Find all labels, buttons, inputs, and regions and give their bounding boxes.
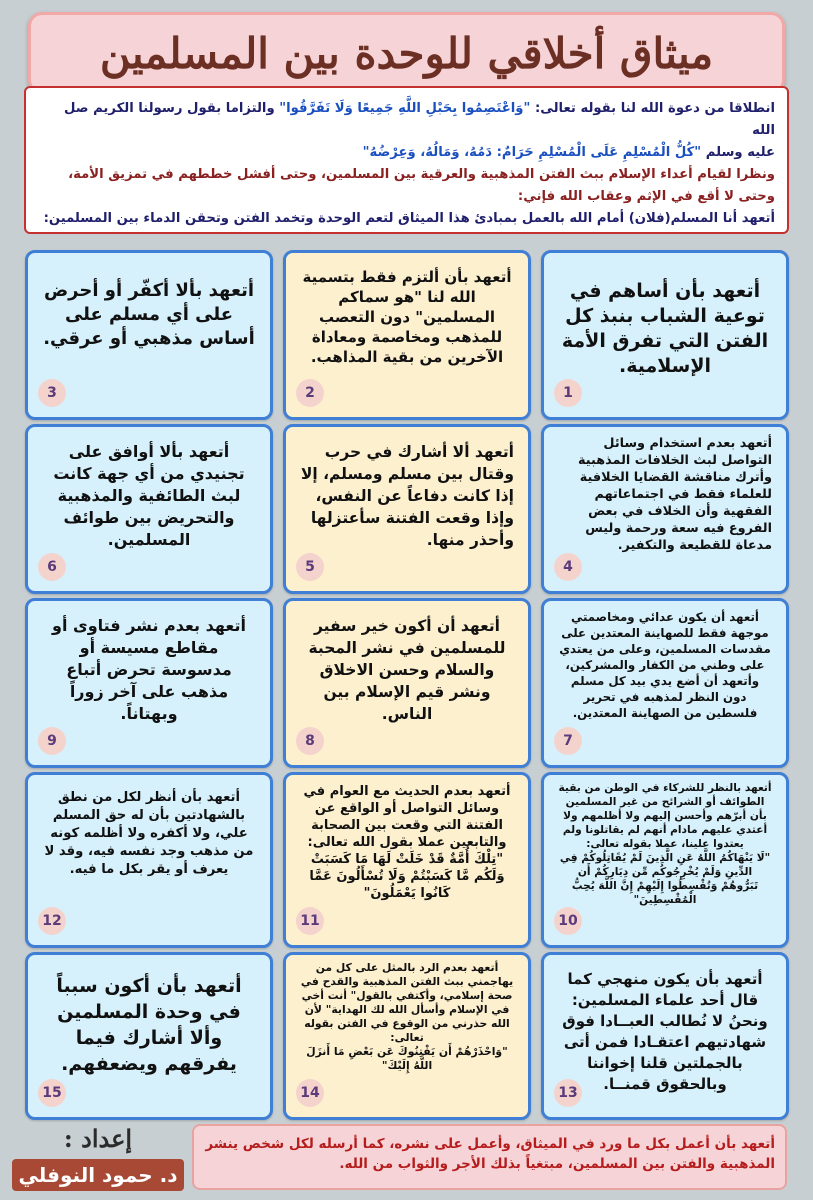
pledge-number-2: 2 xyxy=(296,379,324,407)
pledge-text-14: أتعهد بعدم الرد بالمثل على كل من يهاجمني ببث الفتن المذهبية والقدح في صحة إسلامي، وأكتفي بالقول" أنت أخي في الإسلام وأسأل الله لك الهداية" لأن الله حذرني من الوقوع في الفتن بقوله تعالى: xyxy=(300,961,514,1044)
pledge-text-13: أتعهد بأن يكون منهجي كما قال أحد علماء المسلمين: ونحنُ لا نُطالب العبــادا فوق شهادتيهم اعتقـادا فمن أتى بالجملتين قلنا إخواننا وبالحقوق قمنــا. xyxy=(562,970,768,1093)
pledge-card-9 xyxy=(25,598,273,768)
intro-line-1-prefix: انطلاقا من دعوة الله لنا بقوله تعالى: xyxy=(534,101,775,116)
pledge-text-10: أتعهد بالنظر للشركاء في الوطن من بقية الطوائف أو الشرائح من غير المسلمين بأن أبرّهم وأحسن إليهم ولا أظلمهم ولا أعتدي عليهم مادام أنهم لم يقاتلونا ولم يعتدوا علينا، عملا بقوله تعالى: xyxy=(558,782,772,850)
page-title: ميثاق أخلاقي للوحدة بين المسلمين xyxy=(99,28,714,78)
pledge-number-15: 15 xyxy=(38,1079,66,1107)
pledge-number-1: 1 xyxy=(554,379,582,407)
title-banner xyxy=(28,12,785,94)
pledge-card-3 xyxy=(25,250,273,420)
pledge-text-8: أتعهد أن أكون خير سفير للمسلمين في نشر المحبة والسلام وحسن الاخلاق ونشر قيم الإسلام بين الناس. xyxy=(308,617,506,723)
pledge-number-3: 3 xyxy=(38,379,66,407)
pledge-quote-11: "تِلْكَ أُمَّةٌ قَدْ خَلَتْ لَهَا مَا كَسَبَتْ وَلَكُم مَّا كَسَبْتُمْ وَلَا تُسْأَلُونَ عَمَّا كَانُوا يَعْمَلُونَ" xyxy=(309,852,505,901)
pledge-text-5: أتعهد ألا أشارك في حرب وقتال بين مسلم ومسلم، إلا إذا كانت دفاعاً عن النفس، وإذا وقعت الفتنة سأعتزلها وأحذر منها. xyxy=(300,443,514,549)
intro-line-1 xyxy=(38,98,775,142)
footer-pledge-box xyxy=(192,1124,787,1190)
author-name: د. حمود النوفلي xyxy=(12,1159,184,1191)
pledge-quote-14: "وَاحْذَرْهُمْ أَن يَفْتِنُوكَ عَن بَعْضِ مَا أَنزَلَ اللَّهُ إِلَيْكَ" xyxy=(306,1045,508,1072)
author-box xyxy=(12,1124,184,1194)
footer-pledge-text: أتعهد بأن أعمل بكل ما ورد في الميثاق، وأعمل على نشره، كما أرسله لكل شخص ينشر المذهبية والفتن بين المسلمين، مبتغياً بذلك الأجر والثواب من الله. xyxy=(205,1136,775,1172)
pledge-card-7 xyxy=(541,598,789,768)
pledge-text-12: أتعهد بأن أنظر لكل من نطق بالشهادتين بأن له حق المسلم علي، ولا أكفره ولا أظلمه كونه من مذهب وجد نفسه فيه، وقد لا يعرف أو يقر بكل ما فيه. xyxy=(44,790,254,877)
pledge-card-15 xyxy=(25,952,273,1120)
intro-line-1-suffix: والتزاما بقول رسولنا الكريم صل الله xyxy=(63,101,775,138)
pledge-number-13: 13 xyxy=(554,1079,582,1107)
pledge-text-11: أتعهد بعدم الحديث مع العوام في وسائل التواصل أو الواقع عن الفتنة التي وقعت بين الصحابة والتابعين عملا بقول الله تعالى: xyxy=(303,784,511,850)
pledge-number-7: 7 xyxy=(554,727,582,755)
pledge-card-14 xyxy=(283,952,531,1120)
intro-line-2 xyxy=(38,142,775,164)
pledge-card-6 xyxy=(25,424,273,594)
pledge-text-7: أتعهد أن يكون عدائي ومخاصمتي موجهة فقط للصهاينة المعتدين على مقدسات المسلمين، وعلى من يعتدي على وطني من الكفار والمشركين، وأتعهد أن أضع يدي بيد كل مسلم دون النظر لمذهبه في تحرير فلسطين من الصهاينة المعتدين. xyxy=(559,610,771,720)
pledge-text-2: أتعهد بأن ألتزم فقط بتسمية الله لنا "هو سماكم المسلمين" دون التعصب للمذهب ومخاصمة ومعاداة الآخرين من بقية المذاهب. xyxy=(302,268,512,366)
intro-verse-quote: "وَاعْتَصِمُوا بِحَبْلِ اللَّهِ جَمِيعًا وَلَا تَفَرَّقُوا" xyxy=(279,101,531,116)
pledge-number-4: 4 xyxy=(554,553,582,581)
pledge-number-14: 14 xyxy=(296,1079,324,1107)
pledge-card-4 xyxy=(541,424,789,594)
pledge-card-13 xyxy=(541,952,789,1120)
pledge-card-11 xyxy=(283,772,531,948)
pledge-quote-10: "لَا يَنْهَاكُمُ اللَّهُ عَنِ الَّذِينَ لَمْ يُقَاتِلُوكُمْ فِي الدِّينِ وَلَمْ يُخْرِجُوكُم مِّن دِيَارِكُمْ أَن تَبَرُّوهُمْ وَتُقْسِطُوا إِلَيْهِمْ إِنَّ اللَّهَ يُحِبُّ الْمُقْسِطِينَ" xyxy=(559,852,771,906)
pledge-text-3: أتعهد بألا أكفّر أو أحرض على أي مسلم على أساس مذهبي أو عرقي. xyxy=(43,280,255,349)
pledge-text-6: أتعهد بألا أوافق على تجنيدي من أي جهة كانت لبث الطائفية والمذهبية والتحريض بين طوائف المسلمين. xyxy=(53,442,245,549)
pledge-number-5: 5 xyxy=(296,553,324,581)
intro-line-2-prefix: عليه وسلم xyxy=(705,145,775,160)
pledge-card-12 xyxy=(25,772,273,948)
intro-box xyxy=(24,86,789,234)
intro-line-4: وحتى لا أقع في الإثم وعقاب الله فإني: xyxy=(517,189,775,204)
pledge-number-9: 9 xyxy=(38,727,66,755)
pledge-number-8: 8 xyxy=(296,727,324,755)
pledge-number-6: 6 xyxy=(38,553,66,581)
author-label: إعداد : xyxy=(63,1124,133,1153)
pledge-text-9: أتعهد بعدم نشر فتاوى أو مقاطع مسيسة أو مدسوسة تحرض أتباع مذهب على آخر زوراً وبهتاناً. xyxy=(52,616,246,723)
intro-line-3: ونظرا لقيام أعداء الإسلام ببث الفتن المذهبية والعرقية بين المسلمين، وحتى أفشل خططهم في تمزيق الأمة، xyxy=(68,167,775,182)
intro-hadith-quote: "كُلُّ الْمُسْلِمِ عَلَى الْمُسْلِمِ حَرَامٌ: دَمُهُ، وَمَالُهُ، وَعِرْضُهُ" xyxy=(362,145,702,160)
pledge-text-1: أتعهد بأن أساهم في توعية الشباب بنبذ كل الفتن التي تفرق الأمة الإسلامية. xyxy=(561,280,769,377)
intro-line-5: أتعهد أنا المسلم(فلان) أمام الله بالعمل بمبادئ هذا الميثاق لتعم الوحدة وتخمد الفتن وتحقن الدماء بين المسلمين: xyxy=(43,211,775,226)
pledge-text-15: أتعهد بأن أكون سبباً في وحدة المسلمين وألا أشارك فيما يفرقهم ويضعفهم. xyxy=(56,975,242,1075)
pledge-card-10 xyxy=(541,772,789,948)
pledge-card-2 xyxy=(283,250,531,420)
pledge-number-10: 10 xyxy=(554,907,582,935)
pledge-text-4: أتعهد بعدم استخدام وسائل التواصل لبث الخلافات المذهبية وأترك مناقشة القضايا الخلافية للعلماء فقط في اجتماعاتهم الفقهية وأن الخلاف في بعض الفروع فيه سعة ورحمة وليس مدعاة للقطيعة والتكفير. xyxy=(578,436,772,553)
pledge-card-8 xyxy=(283,598,531,768)
pledge-number-11: 11 xyxy=(296,907,324,935)
pledge-number-12: 12 xyxy=(38,907,66,935)
pledge-card-1 xyxy=(541,250,789,420)
pledge-card-5 xyxy=(283,424,531,594)
